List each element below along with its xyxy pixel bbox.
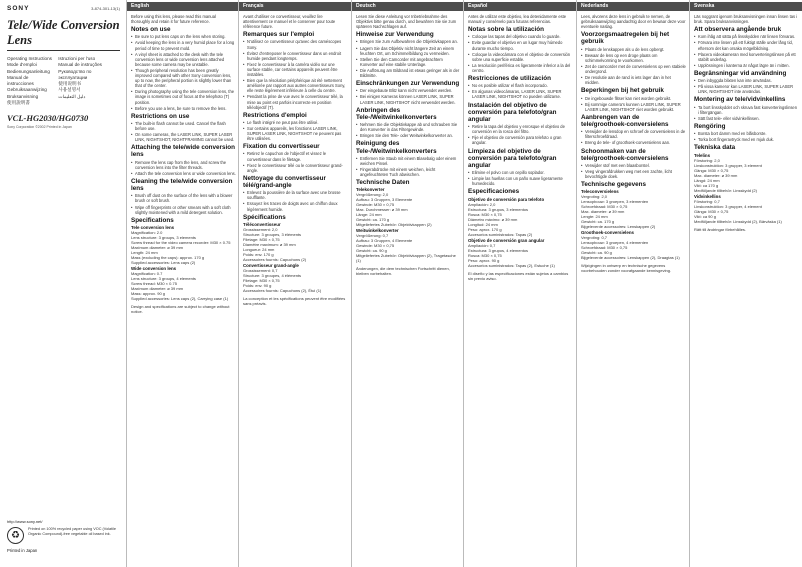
section-item: • Limpie las huellas con un paño suave ligeramente humedecido. (468, 176, 573, 186)
section-list (131, 34, 236, 110)
spec-line: Screw thread for the video camera recorder: M30 × 0.75 (131, 239, 231, 245)
manual-language-item: Bruksanvisning (7, 93, 39, 99)
section-heading: Remarques sur l'emploi (243, 31, 315, 39)
spec-line: Diámetro máximo: ø 39 mm (468, 216, 518, 222)
section-heading: Beperkingen bij het gebruik (581, 87, 664, 95)
spec-block (131, 266, 236, 301)
section-item: • Evite guardar el objetivo en un lugar muy húmedo durante mucho tiempo. (468, 40, 573, 50)
manual-language-list (7, 56, 120, 106)
spec-line: Max. diameter: ø 39 mm (694, 172, 738, 178)
section-list (581, 163, 686, 179)
spec-line: Accessoires fournis: Capuchons (2) (243, 256, 307, 262)
section-item: • Fixez le convertisseur à la caméra vidéo sur une surface stable, car certains appareils peuvent être instables. (243, 62, 348, 77)
spec-line: Structure: 3 groupes, 3 éléments (243, 231, 302, 237)
section-item: • N'utilisez ce convertisseur qu'avec des caméscopes Sony. (243, 39, 348, 49)
manual-list-right (58, 56, 120, 106)
spec-line: Peso: aprox. 90 g (468, 257, 500, 263)
language-header: Deutsch (352, 2, 464, 11)
section-list (694, 131, 799, 142)
spec-block (468, 238, 573, 268)
spec-block (243, 263, 348, 293)
footnote: Wijzigingen in ontwerp en technische gegevens voorbehouden zonder voorafgaande kennisgeving. (581, 263, 672, 274)
spec-label: Téléconvertisseur (243, 221, 281, 227)
spec-line: Magnification: 2.0 (131, 229, 163, 235)
section-item: • De ingebouwde flitser kan niet worden gebruikt. (581, 96, 686, 101)
section-item: • Enlevez la poussière de la surface avec une brosse soufflante. (243, 190, 348, 200)
spec-line: Poids: env. 90 g (243, 282, 272, 288)
section-heading: Specifications (131, 216, 174, 224)
column-body (352, 11, 464, 276)
spec-line: Longitud: 24 mm (468, 221, 498, 227)
spec-line: Poids: env. 170 g (243, 251, 274, 257)
language-header: Svenska (690, 2, 802, 11)
spec-line: Supplied accessories: Lens caps (2), Carrying case (1) (131, 295, 229, 301)
manual-language-item: 使用說明書 (7, 100, 30, 106)
section-item: • Förvara inte linsen på ett fuktigt ställe under lång tid, eftersom det kan orsaka mögelbildning. (694, 40, 799, 50)
section-item: • Coloque la videocámara con el objetivo de conversión sobre una superficie estable. (468, 52, 573, 62)
section-heading: Tekniska data (694, 144, 736, 152)
spec-line: Vikt: ca 170 g (694, 182, 719, 188)
spec-line: Ampliación: 2,0 (468, 201, 496, 207)
footnote: Rätt till ändringar förbehålles. (694, 226, 747, 232)
spec-label: Tele conversion lens (131, 224, 175, 230)
section-item: • Ta bort linsskyddet och skruva fast konverteringslinsen i filtergängan. (694, 105, 799, 115)
section-list (468, 170, 573, 186)
spec-line: Lengte: 24 mm (581, 214, 608, 220)
spec-line: Mass (excluding the caps): approx. 170 g (131, 254, 205, 260)
cover-panel (0, 0, 126, 567)
section-list (694, 34, 799, 68)
section-heading: Einschränkungen zur Verwendung (356, 80, 460, 88)
section-heading: Attaching the tele/wide conversion lens (131, 144, 235, 159)
spec-line: Lensopbouw: 3 groepen, 4 elementen (581, 240, 649, 246)
part-number: 3-874-301-13(1) (91, 6, 120, 11)
language-column (463, 0, 576, 567)
intro-text: Before using this lens, please read this manual thoroughly and retain it for future reference. (131, 14, 216, 25)
section-item: • På vissa kameror kan LASER LINK, SUPER LASER LINK, NIGHTSHOT inte användas. (694, 84, 799, 94)
manual-language-item: Operating Instructions (7, 56, 52, 61)
section-list (131, 121, 236, 142)
column-body (127, 11, 239, 314)
spec-line: Magnification: 0.7 (131, 270, 163, 276)
section-item: • Kom ihåg att sätta på linsskydden när linsen förvaras. (694, 34, 799, 39)
section-item: • Stellen Sie den Camcorder mit angebrachtem Konverter auf eine stabile Unterlage. (356, 57, 461, 67)
spec-line: Linskonstruktion: 3 grupper, 3 element (694, 162, 762, 168)
spec-label: Vidvinkellins (694, 193, 721, 199)
section-heading: Aanbrengen van de tele/groothoek-conversielens (581, 113, 669, 129)
section-item: • Évitez d'entreposer le convertisseur dans un endroit humide pendant longtemps. (243, 51, 348, 61)
intro-text: Lesen Sie diese Anleitung vor Inbetriebnahme des Objektivs bitte genau durch, und bewahren Sie sie zum späteren Nachschlagen auf. (356, 14, 457, 30)
spec-line: Rosca: M30 × 0,75 (468, 252, 502, 258)
section-item: • Zet de camcorder met de conversielens op een stabiele ondergrond. (581, 64, 686, 74)
footnote: La conception et les spécifications peuvent être modifiées sans préavis. (243, 295, 346, 306)
section-item: • La resolución periférica es ligeramente inferior a la del centro. (468, 63, 573, 73)
spec-line: Accesorios suministrados: Tapas (2) (468, 231, 533, 237)
section-heading: Instalación del objetivo de conversión para telefoto/gran angular (468, 101, 557, 123)
section-list (356, 122, 461, 138)
column-body (464, 11, 576, 281)
spec-line: Accessoires fournis: Capuchons (2), Étui (1) (243, 287, 322, 293)
spec-line: Vergroting: 0,7 (581, 235, 608, 241)
spec-line: Vergroting: 2,0 (581, 194, 608, 200)
footnote: Änderungen, die dem technischen Fortschritt dienen, bleiben vorbehalten. (356, 266, 450, 277)
spec-line: Vikt: ca 90 g (694, 213, 716, 219)
footnote: Design and specifications are subject to change without notice. (131, 303, 230, 314)
document-title: Tele/Wide Conversion Lens (7, 18, 120, 51)
spec-line: Rosca: M30 × 0,75 (468, 211, 502, 217)
spec-line: Gewicht: ca. 170 g (581, 219, 615, 225)
spec-label: Wide conversion lens (131, 265, 177, 271)
section-list (694, 78, 799, 94)
spec-label: Groothoek-conversielens (581, 230, 634, 236)
spec-line: Max. diameter: ø 39 mm (581, 209, 625, 215)
copyright: Sony Corporation ©2002 Printed in Japan (7, 125, 72, 130)
printed-in: Printed in Japan (7, 548, 38, 553)
section-item: • Den inbyggda blixten kan inte användas. (694, 78, 799, 83)
section-list (243, 190, 348, 211)
section-item: • On some cameras, the LASER LINK, SUPER LASER LINK, NIGHTSHOT, NIGHTFRAMING cannot be used. (131, 132, 236, 142)
section-heading: Restrictions d'emploi (243, 111, 307, 119)
spec-line: Medföljande tillbehör: Linsskydd (2), Bärväska (1) (694, 218, 782, 224)
section-heading: Notes on use (131, 26, 171, 34)
manual-language-item: Manual de instruções (58, 62, 102, 68)
section-heading: Voorzorgsmaatregelen bij het gebruik (581, 31, 670, 46)
section-item: • Entfernen Sie Staub mit einem Blasebalg oder einem weichen Pinsel. (356, 156, 461, 166)
column-body (690, 11, 802, 232)
recycle-icon: ♻ (7, 527, 24, 544)
spec-line: Lens structure: 3 groups, 3 elements (131, 234, 196, 240)
spec-line: Grossissement: 0,7 (243, 267, 278, 273)
spec-line: Förstoring: 2,0 (694, 157, 720, 163)
section-item: • Avoid keeping the lens in a very humid place for a long period of time to prevent mold. (131, 40, 236, 50)
spec-line: Bijgeleverde accessoires: Lenskappen (2), Draagtas (1) (581, 255, 680, 261)
section-heading: Restrictions on use (131, 112, 190, 120)
spec-line: Length: 24 mm (131, 249, 158, 255)
section-list (356, 39, 461, 78)
section-item: • En algunas videocámaras, LASER LINK, SUPER LASER LINK, NIGHTSHOT no pueden utilizarse. (468, 89, 573, 99)
section-list (468, 34, 573, 73)
section-list (581, 47, 686, 86)
section-heading: Notas sobre la utilización (468, 26, 544, 34)
language-header: Español (464, 2, 576, 11)
spec-label: Teleconversielens (581, 189, 619, 195)
manual-language-item: Mode d'emploi (7, 62, 37, 68)
section-item: • Remove the lens cap from the lens, and screw the conversion lens into the filter threads. (131, 160, 236, 170)
section-list (243, 151, 348, 172)
spec-line: Estructura: 3 grupos, 4 elementos (468, 247, 529, 253)
spec-line: Max. Durchmesser: ø 39 mm (356, 207, 408, 213)
spec-line: Maximum diameter: ø 39 mm (131, 285, 184, 291)
section-item: • Bij sommige camera's kunnen LASER LINK, SUPER LASER LINK, NIGHTSHOT niet worden gebruikt. (581, 102, 686, 112)
manual-language-item: 사용설명서 (58, 87, 81, 93)
spec-line: Aufbau: 3 Gruppen, 3 Elemente (356, 197, 413, 203)
manual-language-item: Istruzioni per l'uso (58, 56, 96, 61)
section-item: • Verwijder de lensdop en schroef de conversielens in de filterschroefdraad. (581, 129, 686, 139)
section-item: • Nehmen Sie die Objektivkappe ab und schrauben Sie den Konverter in das Filtergewinde. (356, 122, 461, 132)
spec-line: Linskonstruktion: 3 grupper, 4 element (694, 203, 762, 209)
section-item: • Bien que la résolution périphérique ait été nettement améliorée par rapport aux autres convertisseurs Sony, elle reste légèrement inférieure à celle du centre. (243, 78, 348, 93)
spec-block (356, 187, 461, 227)
spec-block (694, 153, 799, 193)
section-heading: Hinweise zur Verwendung (356, 31, 434, 39)
column-body (577, 11, 689, 273)
manual-language-item: Manual de instrucciones (7, 74, 34, 87)
section-heading: Technische gegevens (581, 181, 646, 189)
spec-line: Bijgeleverde accessoires: Lenskappen (2) (581, 224, 656, 230)
spec-line: Gänga: M30 × 0,75 (694, 208, 729, 214)
section-list (468, 124, 573, 145)
section-item: • A vinyl sheet is attached to the desk with the tele conversion lens or wide conversion lens attached because some camera may be unstable. (131, 52, 236, 67)
spec-line: Längd: 24 mm (694, 177, 720, 183)
intro-text: Antes de utilizar este objetivo, lea detenidamente este manual y consérvelo para futuras referencias. (468, 14, 567, 25)
spec-line: Peso: aprox. 170 g (468, 226, 502, 232)
manual-language-item: Руководство по эксплуатации (58, 68, 92, 80)
section-heading: Rengöring (694, 122, 726, 130)
section-item: • Retire la tapa del objetivo y enrosque el objetivo de conversión en la rosca del filtro. (468, 124, 573, 134)
spec-line: Mitgeliefertes Zubehör: Objektivkappen (2) (356, 222, 432, 228)
section-item: • No es posible utilizar el flash incorporado. (468, 83, 573, 88)
spec-block (694, 194, 799, 224)
spec-line: Aufbau: 3 Gruppen, 4 Elemente (356, 238, 413, 244)
spec-line: Lensopbouw: 3 groepen, 3 elementen (581, 199, 649, 205)
spec-line: Diamètre maximum: ø 39 mm (243, 241, 296, 247)
section-list (131, 193, 236, 214)
language-column (576, 0, 689, 567)
spec-label: Telelins (694, 152, 711, 158)
spec-line: Filetage: M30 × 0,75 (243, 236, 280, 242)
spec-line: Vergrößerung: 2,0 (356, 192, 389, 198)
section-list (356, 156, 461, 177)
spec-line: Accesorios suministrados: Tapas (2), Estuche (1) (468, 262, 555, 268)
section-item: • Sur certains appareils, les fonctions LASER LINK, SUPER LASER LINK, NIGHTSHOT ne peuvent pas être utilisées. (243, 126, 348, 141)
spec-block (131, 225, 236, 265)
spec-label: Telekonverter (356, 187, 385, 193)
language-column (351, 0, 464, 567)
section-heading: Cleaning the tele/wide conversion lens (131, 177, 233, 193)
section-list (356, 88, 461, 104)
section-heading: Especificaciones (468, 188, 520, 196)
section-list (243, 120, 348, 141)
section-heading: Nettoyage du convertisseur télé/grand-angle (243, 174, 326, 190)
spec-line: Grossissement: 2,0 (243, 226, 278, 232)
section-item: • Bringen Sie den Tele- oder Weitwinkelkonverter an. (356, 133, 461, 138)
spec-block (581, 189, 686, 229)
section-item: • Bringen Sie zum Aufbewahren die Objektivkappen an. (356, 39, 461, 44)
spec-line: Gewicht: ca. 170 g (356, 217, 390, 223)
manual-language-item: Gebruiksaanwijzing (7, 87, 47, 93)
spec-label: Objetivo de conversión para telefoto (468, 196, 545, 202)
section-heading: Fixation du convertisseur (243, 143, 320, 151)
section-list (581, 96, 686, 112)
spec-line: Medföljande tillbehör: Linsskydd (2) (694, 187, 757, 193)
column-body (239, 11, 351, 306)
section-heading: Limpieza del objetivo de conversión para telefoto/gran angular (468, 147, 557, 169)
section-item: • Fingerabdrücke mit einem weichen, leicht angefeuchteten Tuch abwischen. (356, 167, 461, 177)
intro-text: Lees, alvorens deze lens in gebruik te nemen, de gebruiksaanwijzing aandachtig door en bewaar deze voor eventuele naslag. (581, 14, 686, 30)
language-column (689, 0, 802, 567)
spec-line: Schroefdraad: M30 × 0,75 (581, 245, 628, 251)
spec-line: Ampliación: 0,7 (468, 242, 496, 248)
section-heading: Schoonmaken van de tele/groothoek-conversielens (581, 147, 669, 162)
section-item: • Breng de tele- of groothoek-conversielens aan. (581, 140, 686, 145)
language-header: English (127, 2, 239, 11)
spec-line: Gewicht: ca. 90 g (356, 248, 387, 254)
spec-line: Gewicht: ca. 90 g (581, 250, 612, 256)
section-item: • Attach the tele conversion lens or wide conversion lens. (131, 171, 236, 176)
section-item: • Retirez le capuchon de l'objectif et vissez le convertisseur dans le filetage. (243, 151, 348, 161)
section-item: • During photography using the tele conversion lens, the image is sometimes out of focus at the telephoto (T) position. (131, 89, 236, 104)
spec-line: Gewinde: M30 × 0,75 (356, 243, 395, 249)
section-list (243, 39, 348, 109)
manual-language-item: دليل التعليمات (58, 93, 86, 99)
spec-line: Supplied accessories: Lens caps (2) (131, 259, 196, 265)
section-item: • Sätt fast tele- eller vidvinkellinsen. (694, 116, 799, 121)
recycle-note: Printed on 100% recycled paper using VOC (Volatile Organic Compound)-free vegetable oil based ink. (28, 527, 117, 536)
section-item: • Plaats de lenskappen als u de lens opbergt. (581, 47, 686, 52)
spec-line: Mitgeliefertes Zubehör: Objektivkappen (2), Tragetasche (1) (356, 253, 456, 264)
manual-list-left (7, 56, 55, 106)
section-item: • Bewaar de lens op een droge plaats om schimmelvorming te voorkomen. (581, 53, 686, 63)
section-item: • Pendant la prise de vue avec le convertisseur télé, la mise au point est parfois incorrecte en position téléobjectif (T). (243, 94, 348, 109)
section-heading: Spécifications (243, 213, 286, 221)
section-item: • Lagern Sie das Objektiv nicht längere Zeit an einem feuchten Ort, um Schimmelbildung zu vermeiden. (356, 46, 461, 56)
section-item: • Torka bort fingeravtryck med en mjuk duk. (694, 137, 799, 142)
spec-line: Longueur: 24 mm (243, 246, 275, 252)
section-item: • Placera videokameran med konverteringslinsen på ett stabilt underlag. (694, 52, 799, 62)
language-column (238, 0, 351, 567)
section-item: • Die Auflösung am Bildrand ist etwas geringer als in der Bildmitte. (356, 68, 461, 78)
spec-line: Filetage: M30 × 0,75 (243, 277, 280, 283)
spec-line: Förstoring: 0,7 (694, 198, 720, 204)
spec-line: Maximum diameter: ø 39 mm (131, 244, 184, 250)
section-item: • Though peripheral resolution has been greatly improved compared with other Sony conversion lens, up to now, the peripheral portion is slightly lower than that of the center. (131, 68, 236, 88)
section-item: • Be sure to put lens caps on the lens when storing. (131, 34, 236, 39)
section-item: • Wipe off fingerprints or other smears with a soft cloth slightly moistened with a mild detergent solution. (131, 205, 236, 215)
spec-line: Screw thread: M30 × 0.75 (131, 280, 177, 286)
language-header: Français (239, 2, 351, 11)
spec-line: Lens structure: 3 groups, 4 elements (131, 275, 196, 281)
manual-language-item: 使用说明书 (58, 81, 82, 87)
intro-text: Läs noggrant igenom bruksanvisningen innan linsen tas i bruk. Spara bruksanvisningen. (694, 14, 798, 25)
website-link[interactable]: http://www.sony.net/ (7, 519, 43, 524)
section-item: • Verwijder stof met een blaasborstel. (581, 163, 686, 168)
spec-line: Mass: approx. 90 g (131, 290, 166, 296)
spec-line: Estructura: 3 grupos, 3 elementos (468, 206, 529, 212)
section-item: • Veeg vingerafdrukken weg met een zachte, licht bevochtigde doek. (581, 169, 686, 179)
spec-label: Convertisseur grand-angle (243, 262, 299, 268)
spec-line: Vergrößerung: 0,7 (356, 233, 389, 239)
language-header: Nederlands (577, 2, 689, 11)
spec-block (243, 222, 348, 262)
section-item: • Fixez le convertisseur télé ou le convertisseur grand-angle. (243, 163, 348, 173)
spec-block (468, 197, 573, 237)
section-heading: Technische Daten (356, 179, 410, 187)
spec-block (356, 228, 461, 263)
section-item: • Coloque las tapas del objetivo cuando lo guarde. (468, 34, 573, 39)
section-list (581, 129, 686, 145)
spec-line: Gewinde: M30 × 0,75 (356, 202, 395, 208)
section-item: • Le flash intégré ne peut pas être utilisé. (243, 120, 348, 125)
section-heading: Att observera angående bruk (694, 26, 782, 34)
spec-label: Weitwinkelkonverter (356, 228, 399, 234)
section-list (468, 83, 573, 99)
section-item: • Elimine el polvo con un cepillo soplador. (468, 170, 573, 175)
section-item: • De resolutie aan de rand is iets lager dan in het midden. (581, 75, 686, 85)
model-number: VCL-HG2030/HG0730 (7, 113, 89, 124)
section-item: • Before you use a lens, be sure to remove the lens. (131, 106, 236, 111)
spec-line: Schroefdraad: M30 × 0,75 (581, 204, 628, 210)
section-list (131, 160, 236, 176)
section-item: • Upplösningen i kanterna är något lägre än i mitten. (694, 63, 799, 68)
intro-text: Avant d'utiliser ce convertisseur, veuillez lire attentivement ce manuel et le conserver pour toute référence future. (243, 14, 336, 30)
section-item: • The built-in flash cannot be used. Cancel the flash before use. (131, 121, 236, 131)
section-item: • Bei einigen Kameras können LASER LINK, SUPER LASER LINK, NIGHTSHOT nicht verwendet werden. (356, 94, 461, 104)
section-heading: Restricciones de utilización (468, 75, 551, 83)
footnote: El diseño y las especificaciones están sujetos a cambios sin previo aviso. (468, 270, 569, 281)
brand-logo: SONY (7, 5, 30, 12)
manual-language-item: Bedienungsanleitung (7, 68, 50, 74)
language-column (126, 0, 239, 567)
spec-block (581, 230, 686, 260)
section-item: • Brush off dust on the surface of the lens with a blower brush or soft brush. (131, 193, 236, 203)
section-heading: Montering av tele/vidvinkellins (694, 96, 786, 104)
section-item: • Der eingebaute Blitz kann nicht verwendet werden. (356, 88, 461, 93)
section-list (694, 105, 799, 121)
section-item: • Fije el objetivo de conversión para telefoto o gran angular. (468, 135, 573, 145)
spec-line: Gänga: M30 × 0,75 (694, 167, 729, 173)
spec-label: Objetivo de conversión gran angular (468, 237, 545, 243)
spec-line: Länge: 24 mm (356, 212, 382, 218)
section-item: • Borsta bort damm med en blåsborste. (694, 131, 799, 136)
section-heading: Reinigung des Tele-/Weitwinkelkonverters (356, 140, 437, 155)
spec-line: Structure: 3 groupes, 4 éléments (243, 272, 302, 278)
section-heading: Anbringen des Tele-/Weitwinkelkonverters (356, 106, 437, 121)
section-item: • Essuyez les traces de doigts avec un chiffon doux légèrement humide. (243, 201, 348, 211)
section-heading: Begränsningar vid användning (694, 69, 787, 77)
